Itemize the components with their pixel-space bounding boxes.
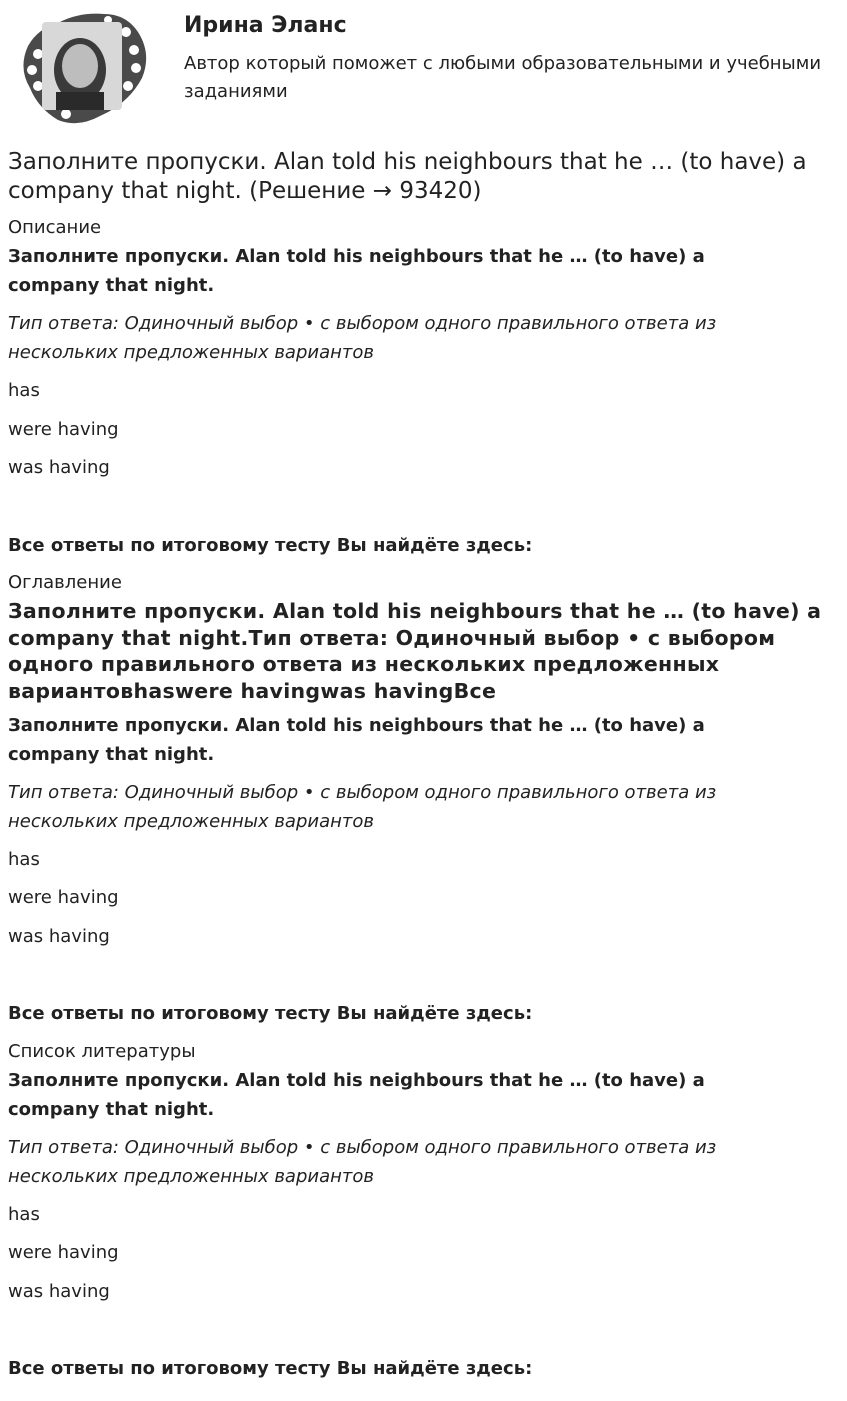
- section-label-literature: Список литературы: [8, 1041, 196, 1062]
- section-label-toc: Оглавление: [8, 572, 122, 593]
- option-item: were having: [8, 887, 119, 908]
- option-item: has: [8, 1204, 40, 1225]
- page-title: Заполните пропуски. Alan told his neighbours that he … (to have) a company that night. (Решение → 93420): [8, 149, 807, 204]
- option-item: was having: [8, 1281, 110, 1302]
- all-answers-link[interactable]: Все ответы по итоговому тесту Вы найдёте здесь:: [8, 535, 533, 556]
- all-answers-link[interactable]: Все ответы по итоговому тесту Вы найдёте здесь:: [8, 1358, 533, 1379]
- option-item: has: [8, 849, 40, 870]
- question-text: Заполните пропуски. Alan told his neighbours that he … (to have) a company that night.: [8, 246, 705, 296]
- option-item: were having: [8, 1242, 119, 1263]
- author-avatar[interactable]: [8, 8, 150, 126]
- all-answers-link[interactable]: Все ответы по итоговому тесту Вы найдёте здесь:: [8, 1003, 533, 1024]
- author-name[interactable]: Ирина Эланс: [184, 13, 347, 38]
- answer-type-text: Тип ответа: Одиночный выбор • с выбором одного правильного ответа из нескольких предложенных вариантов: [8, 313, 717, 363]
- option-item: was having: [8, 926, 110, 947]
- section-label-description: Описание: [8, 217, 102, 238]
- option-item: was having: [8, 457, 110, 478]
- toc-heading-link[interactable]: Заполните пропуски. Alan told his neighbours that he … (to have) a company that night.Тип ответа: Одиночный выбор • с выбором одного правильного ответа из нескольких предложенных вариантовhaswere havingwas havingВсе: [8, 599, 822, 703]
- question-text: Заполните пропуски. Alan told his neighbours that he … (to have) a company that night.: [8, 1070, 705, 1120]
- option-item: has: [8, 380, 40, 401]
- answer-type-text: Тип ответа: Одиночный выбор • с выбором одного правильного ответа из нескольких предложенных вариантов: [8, 1137, 717, 1187]
- question-text: Заполните пропуски. Alan told his neighbours that he … (to have) a company that night.: [8, 715, 705, 765]
- author-description: Автор который поможет с любыми образовательными и учебными заданиями: [184, 53, 822, 102]
- option-item: were having: [8, 419, 119, 440]
- author-header: [0, 0, 847, 135]
- answer-type-text: Тип ответа: Одиночный выбор • с выбором одного правильного ответа из нескольких предложенных вариантов: [8, 782, 717, 832]
